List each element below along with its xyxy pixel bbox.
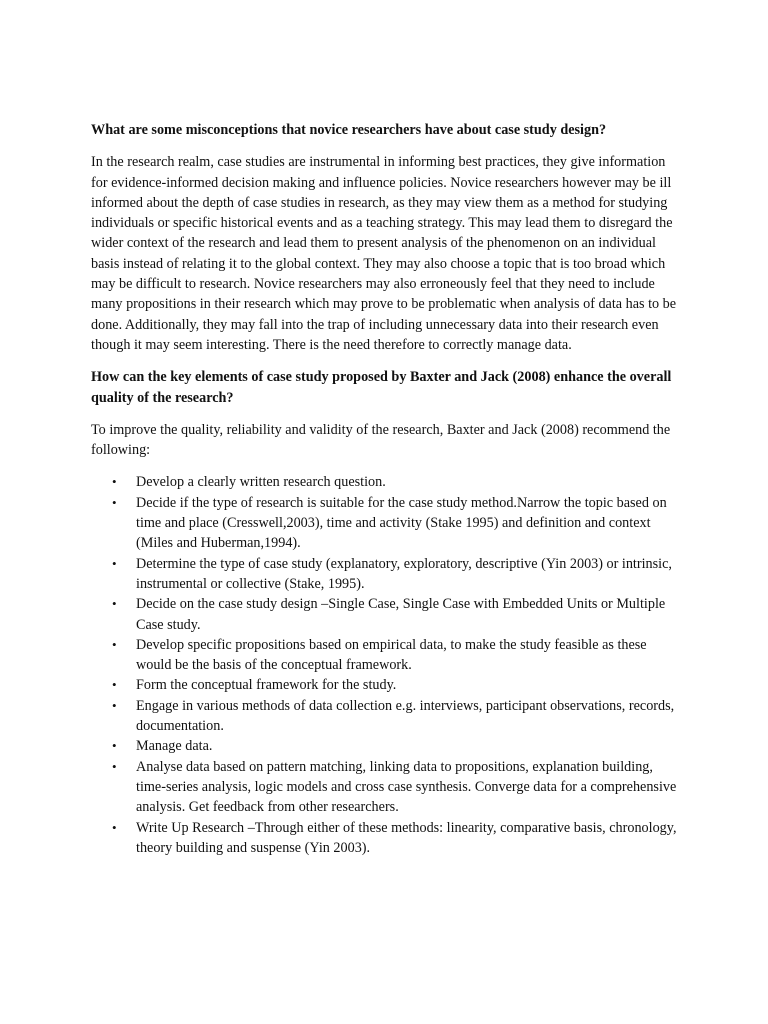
bullet-icon: • — [112, 697, 117, 713]
answer-paragraph-1: In the research realm, case studies are instrumental in informing best practices, they give information for evidence-informed decision making and influence policies. Novice researchers however may be ill informed about the depth of case studies in research, as they may view them as a method for studying individuals or specific historical events and as a teaching strategy. This may lead them to disregard the wider context of the research and lead them to present analysis of the phenomenon on an individual basis instead of relating it to the global context. They may also choose a topic that is too broad which may be difficult to research. Novice researchers may also erroneously feel that they need to include many propositions in their research which may prove to be problematic when analysis of data has to be done. Additionally, they may fall into the trap of including unnecessary data into their research even though it may seem interesting. There is the need therefore to correctly manage data. — [91, 154, 677, 353]
bullet-icon: • — [112, 677, 117, 693]
list-item — [91, 675, 681, 695]
list-item-text: Decide if the type of research is suitable for the case study method.Narrow the topic based on time and place (Cresswell,2003), time and activity (Stake 1995) and definition and context (Miles and Huberman,1994). — [136, 494, 667, 552]
list-item-text: Manage data. — [136, 738, 213, 755]
answer-paragraph-2: To improve the quality, reliability and validity of the research, Baxter and Jack (2008) recommend the following: — [91, 421, 671, 459]
list-item — [91, 472, 681, 492]
bullet-icon: • — [112, 758, 117, 774]
list-item — [91, 757, 681, 818]
recommendations-list — [91, 472, 681, 858]
document-content — [91, 120, 681, 858]
bullet-icon: • — [112, 474, 117, 490]
bullet-icon: • — [112, 555, 117, 571]
list-item-text: Form the conceptual framework for the study. — [136, 677, 397, 694]
bullet-icon: • — [112, 494, 117, 510]
bullet-icon: • — [112, 738, 117, 754]
list-item — [91, 818, 681, 859]
list-item-text: Develop specific propositions based on empirical data, to make the study feasible as these would be the basis of the conceptual framework. — [136, 636, 647, 674]
question-heading-2: How can the key elements of case study proposed by Baxter and Jack (2008) enhance the overall quality of the research? — [91, 369, 672, 406]
bullet-icon: • — [112, 636, 117, 652]
list-item-text: Analyse data based on pattern matching, linking data to propositions, explanation building, time-series analysis, logic models and cross case synthesis. Converge data for a comprehensive analysis. Get feedback from other researchers. — [136, 758, 677, 816]
bullet-icon: • — [112, 819, 117, 835]
list-item-text: Engage in various methods of data collection e.g. interviews, participant observations, records, documentation. — [136, 697, 675, 735]
list-item-text: Determine the type of case study (explanatory, exploratory, descriptive (Yin 2003) or intrinsic, instrumental or collective (Stake, 1995). — [136, 555, 672, 592]
list-item — [91, 696, 681, 737]
list-item-text: Decide on the case study design –Single Case, Single Case with Embedded Units or Multiple Case study. — [136, 596, 666, 633]
list-item-text: Write Up Research –Through either of these methods: linearity, comparative basis, chronology, theory building and suspense (Yin 2003). — [136, 819, 677, 856]
list-item — [91, 635, 681, 676]
bullet-icon: • — [112, 596, 117, 612]
list-item — [91, 554, 681, 595]
list-item-text: Develop a clearly written research question. — [136, 474, 386, 491]
question-heading-1: What are some misconceptions that novice researchers have about case study design? — [91, 122, 607, 138]
list-item — [91, 594, 681, 635]
list-item — [91, 736, 681, 756]
list-item — [91, 493, 681, 554]
